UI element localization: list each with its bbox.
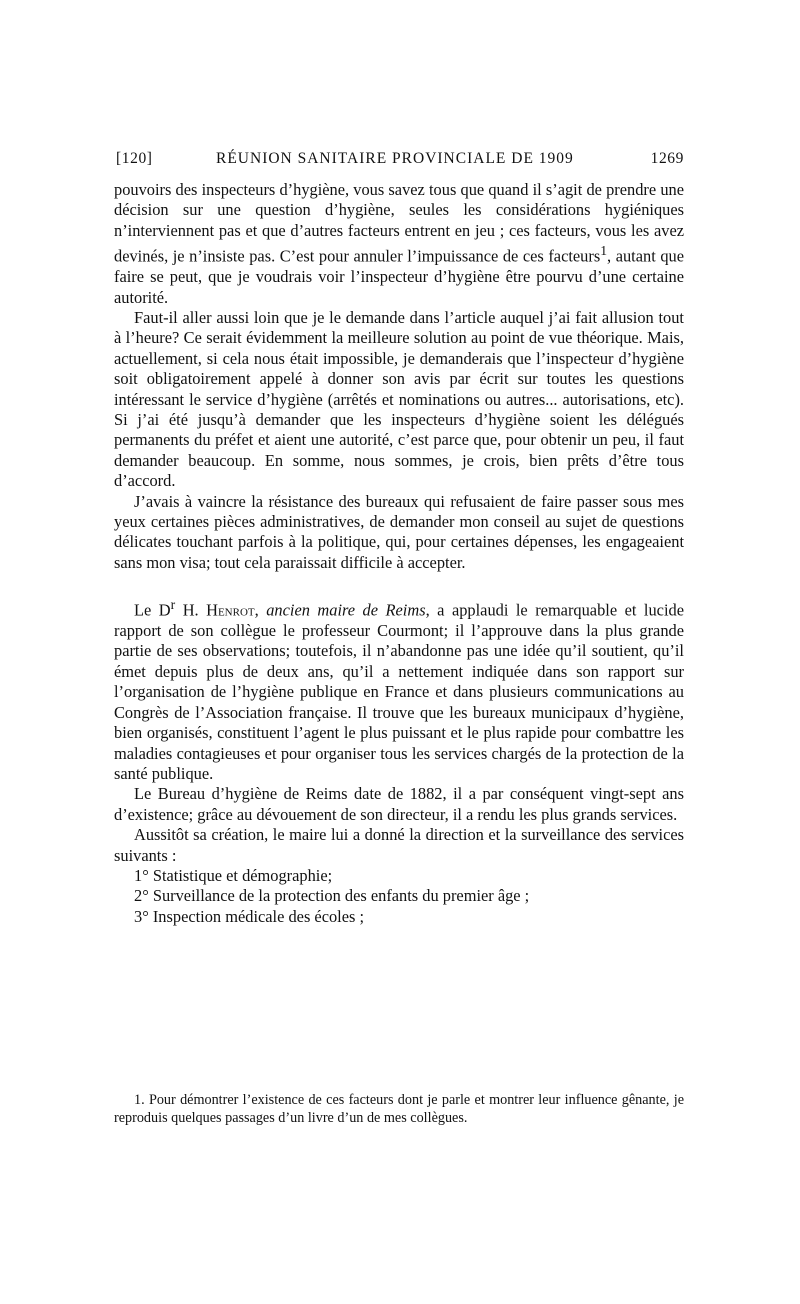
- footnote-reference: 1: [600, 243, 608, 259]
- list-item: 2° Surveillance de la protection des enfants du premier âge ;: [134, 886, 530, 906]
- paragraph-1-text: pouvoirs des inspecteurs d’hygiène, vous savez tous que quand il s’agit de prendre une décision sur une question d’hygiène, seules les considérations hygiéniques n’interviennent pas et que d’autres facteurs entrent en jeu ; ces facteurs, vous les avez devinés, je n’insiste pas. C’est pour annuler l’impuissance de ces facteurs: [114, 180, 684, 266]
- speaker-name: Henrot: [206, 600, 255, 620]
- page-marker: [120]: [116, 150, 153, 167]
- speaker-initial: H.: [182, 600, 199, 620]
- paragraph-1: [114, 180, 684, 308]
- paragraph-5: Le Bureau d’hygiène de Reims date de 1882, il a par conséquent vingt-sept ans d’existence; grâce au dévouement de son directeur, il a rendu les plus grands services.: [114, 784, 684, 824]
- paragraph-1-end: , autant que faire se peut, que je voudrais voir l’inspecteur d’hygiène être pourvu d’une certaine autorité.: [114, 246, 684, 307]
- speaker-role: ancien maire de Reims: [266, 600, 426, 620]
- running-header: [114, 150, 684, 174]
- footnote-text: 1. Pour démontrer l’existence de ces facteurs dont je parle et montrer leur influence gênante, je reproduis quelques passages d’un livre d’un de mes collègues.: [114, 1092, 684, 1126]
- paragraph-3: J’avais à vaincre la résistance des bureaux qui refusaient de faire passer sous mes yeux certaines pièces administratives, de demander mon conseil au sujet de questions délicates touchant parfois à la politique, qui, pour certaines dépenses, les engageaient sans mon visa; tout cela paraissait difficile à accepter.: [114, 491, 684, 572]
- paragraph-4-text: , a applaudi le remarquable et lucide rapport de son collègue le professeur Courmont; il l’approuve dans la plus grande partie de ses observations; toutefois, il n’abandonne pas une idée qu’il soutient, qu’il émet depuis plus de deux ans, qu’il a nettement indiquée dans son rapport sur l’organisation de l’hygiène publique en France et dans plusieurs communications au Congrès de l’Association française. Il trouve que les bureaux municipaux d’hygiène, bien organisés, constituent l’agent le plus puissant et le plus rapide pour combattre les maladies contagieuses et pour organiser tous les services chargés de la protection de la santé publique.: [114, 600, 684, 783]
- speaker-title: Le D: [134, 600, 171, 620]
- document-page: [114, 150, 684, 927]
- running-title: RÉUNION SANITAIRE PROVINCIALE DE 1909: [216, 150, 574, 167]
- footnote: [114, 1092, 684, 1127]
- body-text: [114, 180, 684, 927]
- list-item: 1° Statistique et démographie;: [134, 865, 333, 885]
- speaker-title-superscript: r: [170, 597, 176, 613]
- paragraph-6: Aussitôt sa création, le maire lui a donné la direction et la surveillance des services suivants :: [114, 825, 684, 865]
- page-number: 1269: [650, 150, 684, 167]
- list-item: 3° Inspection médicale des écoles ;: [134, 906, 365, 926]
- paragraph-4: Le $D^r$ H. Henrot, ancien maire de Reims, a applaudi le remarquable et lucide rapport de son collègue le professeur Courmont; il l’approuve dans la plus grande partie de ses observations; toutefois, il n’abandonne pas une idée qu’il soutient, qu’il émet depuis plus de deux ans, qu’il a nettement indiquée dans son rapport sur l’organisation de l’hygiène publique en France et dans plusieurs communications au Congrès de l’Association française. Il trouve que les bureaux municipaux d’hygiène, bien organisés, constituent l’agent le plus puissant et le plus rapide pour combattre les maladies contagieuses et pour organiser tous les services chargés de la protection de la santé publique.: [114, 597, 684, 783]
- paragraph-2: Faut-il aller aussi loin que je le demande dans l’article auquel j’ai fait allusion tout à l’heure? Ce serait évidemment la meilleure solution au point de vue théorique. Mais, actuellement, si cela nous était impossible, je demanderais que l’inspecteur d’hygiène soit obligatoirement appelé à donner son avis par écrit sur toutes les questions intéressant le service d’hygiène (arrêtés et nominations ou autres... autorisations, etc). Si j’ai été jusqu’à demander que les inspecteurs d’hygiène soient les délégués permanents du préfet et aient une autorité, c’est parce que, pour obtenir un peu, il faut demander beaucoup. En somme, nous sommes, je crois, bien prêts d’être tous d’accord.: [114, 307, 684, 491]
